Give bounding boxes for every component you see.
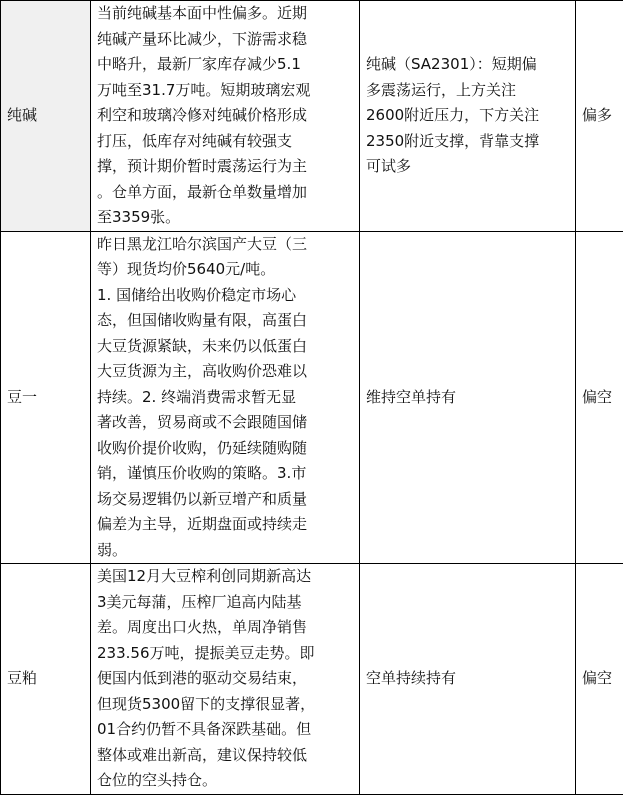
analysis-line: 。仓单方面，最新仓单数量增加 [97,180,359,206]
analysis-line: 当前纯碱基本面中性偏多。近期 [97,1,359,27]
analysis-line: 态，但国储收购量有限，高蛋白 [97,308,359,334]
analysis-line: 233.56万吨，提振美豆走势。即 [97,641,359,667]
variety-cell: 纯碱 [1,1,91,232]
analysis-cell [91,1,360,232]
analysis-line: 美国12月大豆榨利创同期新高达 [97,564,359,590]
strategy-line: 2600附近压力，下方关注 [366,103,575,129]
analysis-line: 但现货5300留下的支撑很显著， [97,692,359,718]
strategy-line: 可试多 [366,154,575,180]
analysis-line: 等）现货均价5640元/吨。 [97,257,359,283]
variety-cell: 豆粕 [1,564,91,795]
table-row-soybean-meal [1,564,623,795]
analysis-line: 差。周度出口火热，单周净销售 [97,615,359,641]
analysis-line: 收购价提价收购，仍延续随购随 [97,436,359,462]
strategy-line: 多震荡运行，上方关注 [366,78,575,104]
analysis-line: 著改善，贸易商或不会跟随国储 [97,410,359,436]
table-row-soda-ash [1,1,623,232]
analysis-line: 大豆货源为主，高收购价恐难以 [97,359,359,385]
strategy-line: 纯碱（SA2301）：短期偏 [366,52,575,78]
view-cell: 偏空 [576,564,623,795]
strategy-cell [360,564,576,795]
analysis-line: 万吨至31.7万吨。短期玻璃宏观 [97,78,359,104]
analysis-line: 昨日黑龙江哈尔滨国产大豆（三 [97,232,359,258]
analysis-line: 至3359张。 [97,205,359,231]
strategy-cell [360,1,576,232]
analysis-line: 场交易逻辑仍以新豆增产和质量 [97,487,359,513]
analysis-line: 仓位的空头持仓。 [97,768,359,794]
analysis-line: 销，谨慎压价收购的策略。3.市 [97,461,359,487]
analysis-line: 持续。2. 终端消费需求暂无显 [97,385,359,411]
view-cell: 偏多 [576,1,623,232]
analysis-line: 撑，预计期价暂时震荡运行为主 [97,154,359,180]
analysis-line: 便国内低到港的驱动交易结束， [97,666,359,692]
view-cell: 偏空 [576,231,623,564]
analysis-line: 大豆货源紧缺，未来仍以低蛋白 [97,334,359,360]
strategy-cell [360,231,576,564]
analysis-line: 3美元每蒲，压榨厂追高内陆基 [97,590,359,616]
analysis-line: 弱。 [97,538,359,564]
analysis-line: 中略升，最新厂家库存减少5.1 [97,52,359,78]
analysis-line: 打压，低库存对纯碱有较强支 [97,129,359,155]
analysis-line: 1. 国储给出收购价稳定市场心 [97,283,359,309]
analysis-line: 纯碱产量环比减少，下游需求稳 [97,27,359,53]
analysis-cell [91,231,360,564]
analysis-line: 01合约仍暂不具备深跌基础。但 [97,717,359,743]
strategy-line: 维持空单持有 [366,385,575,411]
analysis-cell [91,564,360,795]
analysis-line: 偏差为主导，近期盘面或持续走 [97,512,359,538]
strategy-line: 2350附近支撑，背靠支撑 [366,129,575,155]
strategy-line: 空单持续持有 [366,666,575,692]
analysis-line: 利空和玻璃冷修对纯碱价格形成 [97,103,359,129]
variety-cell: 豆一 [1,231,91,564]
table-row-soybean-1 [1,231,623,564]
analysis-line: 整体或难出新高，建议保持较低 [97,743,359,769]
